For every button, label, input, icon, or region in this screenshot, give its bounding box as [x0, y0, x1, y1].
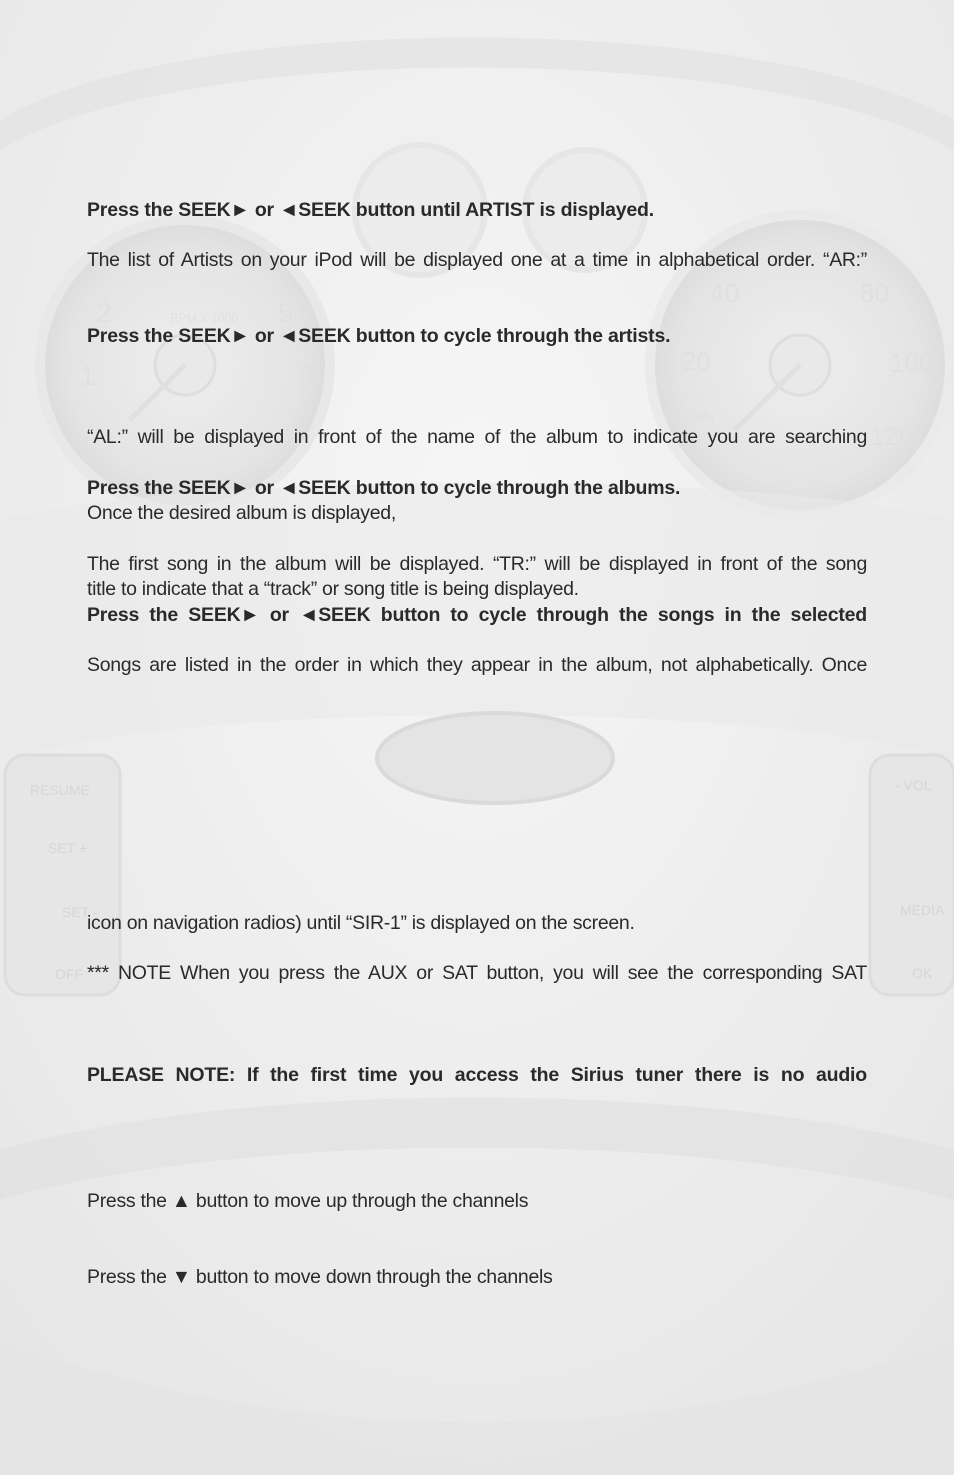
text-first-song: The first song in the album will be displayed. “TR:” will be displayed in front of the song [87, 553, 867, 575]
text-sirius-please-note: PLEASE NOTE: If the first time you access the Sirius tuner there is no audio [87, 1064, 867, 1086]
text-sirius-display: icon on navigation radios) until “SIR-1” is displayed on the screen. [87, 912, 635, 934]
speed-label: 100 [890, 348, 934, 378]
tach-label: RPM X 1000 [170, 311, 239, 325]
resume-button-label: RESUME [30, 782, 90, 798]
instruction-cycle-songs: Press the SEEK► or ◄SEEK button to cycle through the songs in the selected [87, 604, 867, 626]
text-album-prefix: “AL:” will be displayed in front of the name of the album to indicate you are searching [87, 426, 867, 448]
tach-label: 6 [298, 360, 314, 391]
text-song-order: Songs are listed in the order in which they appear in the album, not alphabetically. Once [87, 654, 867, 676]
volume-button-label: - VOL [895, 777, 932, 793]
set-plus-button-label: SET + [48, 840, 88, 856]
set-minus-button-label: SET - [62, 904, 98, 920]
instruction-cycle-albums: Press the SEEK► or ◄SEEK button to cycle through the albums. [87, 477, 681, 499]
media-button-label: MEDIA [900, 902, 945, 918]
speed-label: 80 [860, 278, 889, 308]
tach-label: 1 [80, 360, 96, 391]
wheel-emblem [377, 713, 613, 803]
instruction-artist-seek: Press the SEEK► or ◄SEEK button until ARTIST is displayed. [87, 199, 654, 221]
text-album-selected: Once the desired album is displayed, [87, 502, 396, 524]
speed-label: 20 [682, 346, 711, 376]
text-track-title: title to indicate that a “track” or song title is being displayed. [87, 578, 579, 600]
off-button-label: OFF [55, 966, 83, 982]
instruction-channel-down: Press the ▼ button to move down through the channels [87, 1266, 553, 1288]
ok-button-label: OK [912, 965, 933, 981]
instruction-channel-up: Press the ▲ button to move up through the channels [87, 1190, 529, 1212]
tach-label: 5 [278, 297, 294, 328]
speed-label: MPH [690, 411, 715, 423]
text-artist-list: The list of Artists on your iPod will be displayed one at a time in alphabetical order. “AR:” [87, 249, 867, 271]
text-aux-sat-note: *** NOTE When you press the AUX or SAT button, you will see the corresponding SAT [87, 962, 867, 984]
speed-label: 40 [710, 278, 739, 308]
instruction-cycle-artists: Press the SEEK► or ◄SEEK button to cycle through the artists. [87, 325, 671, 347]
tach-label: 2 [96, 297, 112, 328]
speed-label: 120 [870, 421, 914, 451]
